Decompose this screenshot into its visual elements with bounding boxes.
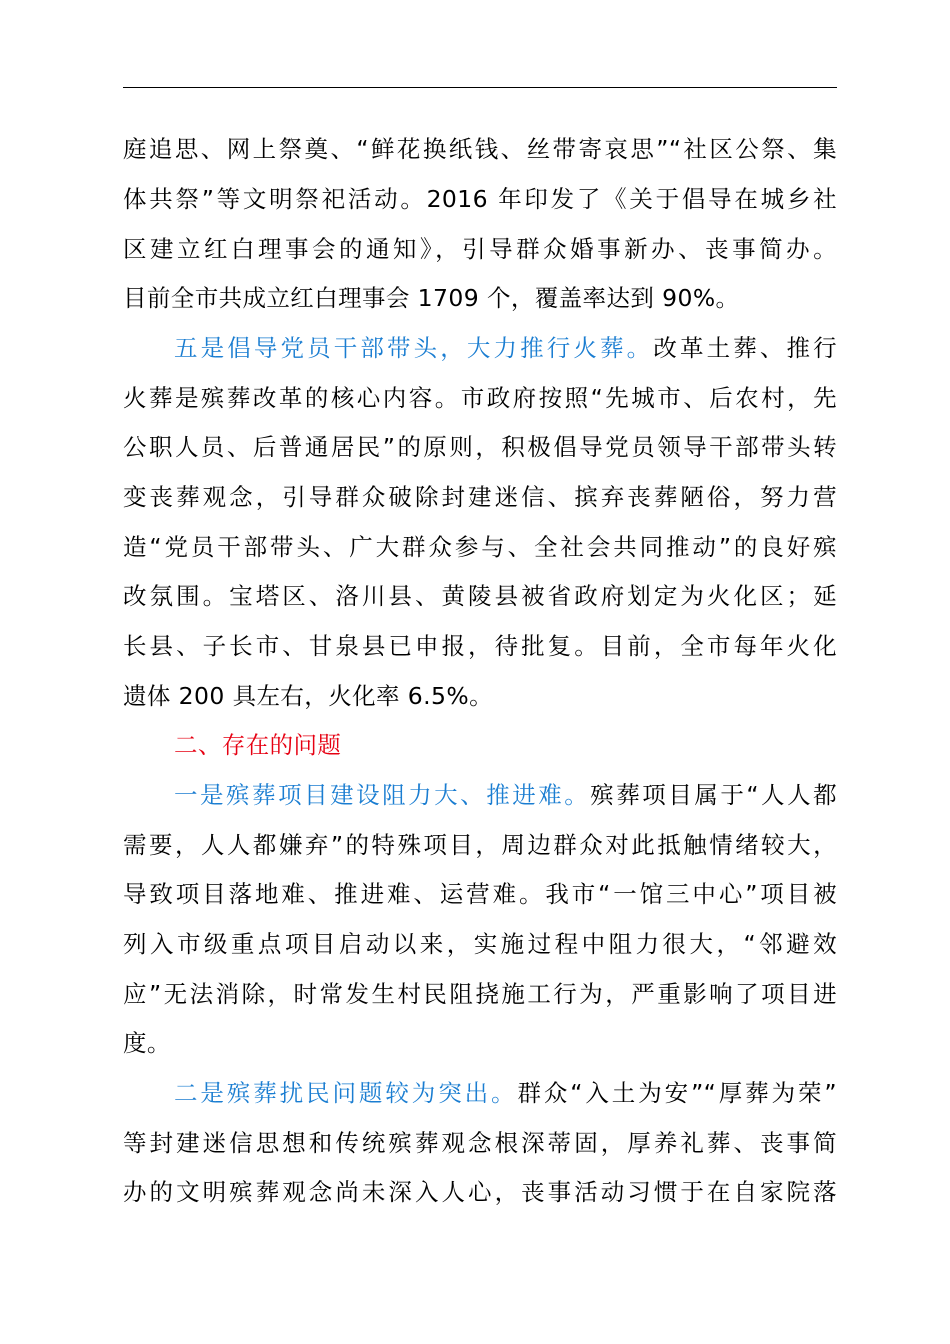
text-line: 长县、子长市、甘泉县已申报，待批复。目前，全市每年火化 xyxy=(123,632,837,660)
text-line: 列入市级重点项目启动以来，实施过程中阻力很大，“邻避效 xyxy=(123,930,837,958)
paragraph-heading-line xyxy=(174,328,837,368)
text-line: 火葬是殡葬改革的核心内容。市政府按照“先城市、后农村，先 xyxy=(123,384,837,412)
text-run: 群众“入土为安”“厚葬为荣” xyxy=(517,1079,837,1107)
text-line: 庭追思、网上祭奠、“鲜花换纸钱、丝带寄哀思”“社区公祭、集 xyxy=(123,135,837,163)
paragraph-heading-line xyxy=(174,1073,837,1113)
text-line: 应”无法消除，时常发生村民阻挠施工行为，严重影响了项目进 xyxy=(123,980,837,1008)
paragraph-heading: 五是倡导党员干部带头，大力推行火葬。 xyxy=(174,334,654,362)
text-line: 造“党员干部带头、广大群众参与、全社会共同推动”的良好殡 xyxy=(123,533,837,561)
paragraph-heading-line xyxy=(174,775,837,815)
paragraph-heading: 一是殡葬项目建设阻力大、推进难。 xyxy=(174,781,591,809)
text-line: 办的文明殡葬观念尚未深入人心，丧事活动习惯于在自家院落 xyxy=(123,1178,837,1206)
header-rule xyxy=(123,87,837,88)
text-line: 变丧葬观念，引导群众破除封建迷信、摈弃丧葬陋俗，努力营 xyxy=(123,483,837,511)
text-line: 目前全市共成立红白理事会 1709 个，覆盖率达到 90%。 xyxy=(123,284,740,312)
text-line: 公职人员、后普通居民”的原则，积极倡导党员领导干部带头转 xyxy=(123,433,837,461)
paragraph-heading: 二是殡葬扰民问题较为突出。 xyxy=(174,1079,518,1107)
text-line: 等封建迷信思想和传统殡葬观念根深蒂固，厚养礼葬、丧事简 xyxy=(123,1129,837,1157)
text-run: 殡葬项目属于“人人都 xyxy=(590,781,837,809)
text-line: 需要，人人都嫌弃”的特殊项目，周边群众对此抵触情绪较大， xyxy=(123,831,837,859)
section-heading: 二、存在的问题 xyxy=(174,731,342,759)
text-run: 改革土葬、推行 xyxy=(653,334,837,362)
text-line: 导致项目落地难、推进难、运营难。我市“一馆三中心”项目被 xyxy=(123,880,837,908)
text-line: 体共祭”等文明祭祀活动。2016 年印发了《关于倡导在城乡社 xyxy=(123,185,837,213)
text-line: 区建立红白理事会的通知》，引导群众婚事新办、丧事简办。 xyxy=(123,235,837,263)
text-line: 度。 xyxy=(123,1029,171,1057)
text-line: 遗体 200 具左右，火化率 6.5%。 xyxy=(123,682,493,710)
text-line: 改氛围。宝塔区、洛川县、黄陵县被省政府划定为火化区；延 xyxy=(123,582,837,610)
